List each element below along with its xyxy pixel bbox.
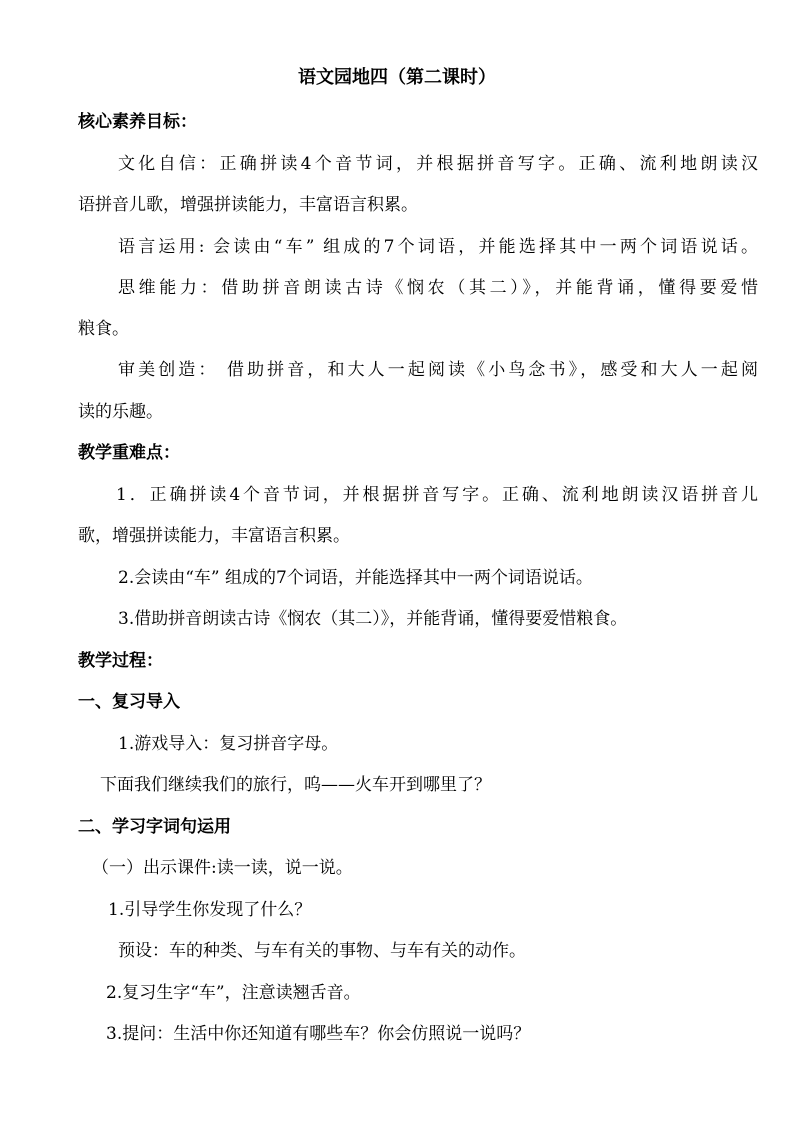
document-title: 语文园地四（第二课时） xyxy=(298,67,496,88)
key3: 3.借助拼音朗读古诗《悯农（其二）》，并能背诵，懂得要爱惜粮食。 xyxy=(118,609,628,629)
part2-preset: 预设：车的种类、与车有关的事物、与车有关的动作。 xyxy=(118,941,526,961)
key2: 2.会读由“车” 组成的7个词语，并能选择其中一两个词语说话。 xyxy=(118,568,593,588)
key1-line1: 1．正确拼读4个音节词，并根据拼音写字。正确、流利地朗读汉语拼音儿 xyxy=(116,485,758,505)
goal3-line1: 思维能力：借助拼音朗读古诗《悯农（其二）》，并能背诵，懂得要爱惜 xyxy=(118,278,758,298)
part2-item3: 3.提问：生活中你还知道有哪些车？你会仿照说一说吗？ xyxy=(106,1024,531,1044)
goal4-line1: 审美创造： 借助拼音，和大人一起阅读《小鸟念书》，感受和大人一起阅 xyxy=(118,360,758,380)
goal4-line2: 读的乐趣。 xyxy=(78,402,163,422)
process-heading: 教学过程： xyxy=(78,651,163,671)
part2-item2: 2.复习生字“车”，注意读翘舌音。 xyxy=(106,983,361,1003)
goals-heading: 核心素养目标： xyxy=(78,112,197,132)
key1-line2: 歌，增强拼读能力，丰富语言积累。 xyxy=(78,526,350,546)
part2-sub1: （一）出示课件:读一读，说一说。 xyxy=(92,858,353,878)
part1-heading: 一、复习导入 xyxy=(78,692,180,712)
goal1-line2: 语拼音儿歌，增强拼读能力，丰富语言积累。 xyxy=(78,195,418,215)
goal1-line1: 文化自信：正确拼读4个音节词，并根据拼音写字。正确、流利地朗读汉 xyxy=(118,154,758,174)
part1-item1: 1.游戏导入：复习拼音字母。 xyxy=(118,734,339,754)
key-heading: 教学重难点： xyxy=(78,443,180,463)
part1-text: 下面我们继续我们的旅行，呜——火车开到哪里了？ xyxy=(100,775,491,795)
part2-heading: 二、学习字词句运用 xyxy=(78,817,231,837)
part2-item1: 1.引导学生你发现了什么？ xyxy=(108,900,312,920)
goal3-line2: 粮食。 xyxy=(78,319,129,339)
goal2: 语言运用: 会读由“车” 组成的7个词语，并能选择其中一两个词语说话。 xyxy=(118,237,758,257)
